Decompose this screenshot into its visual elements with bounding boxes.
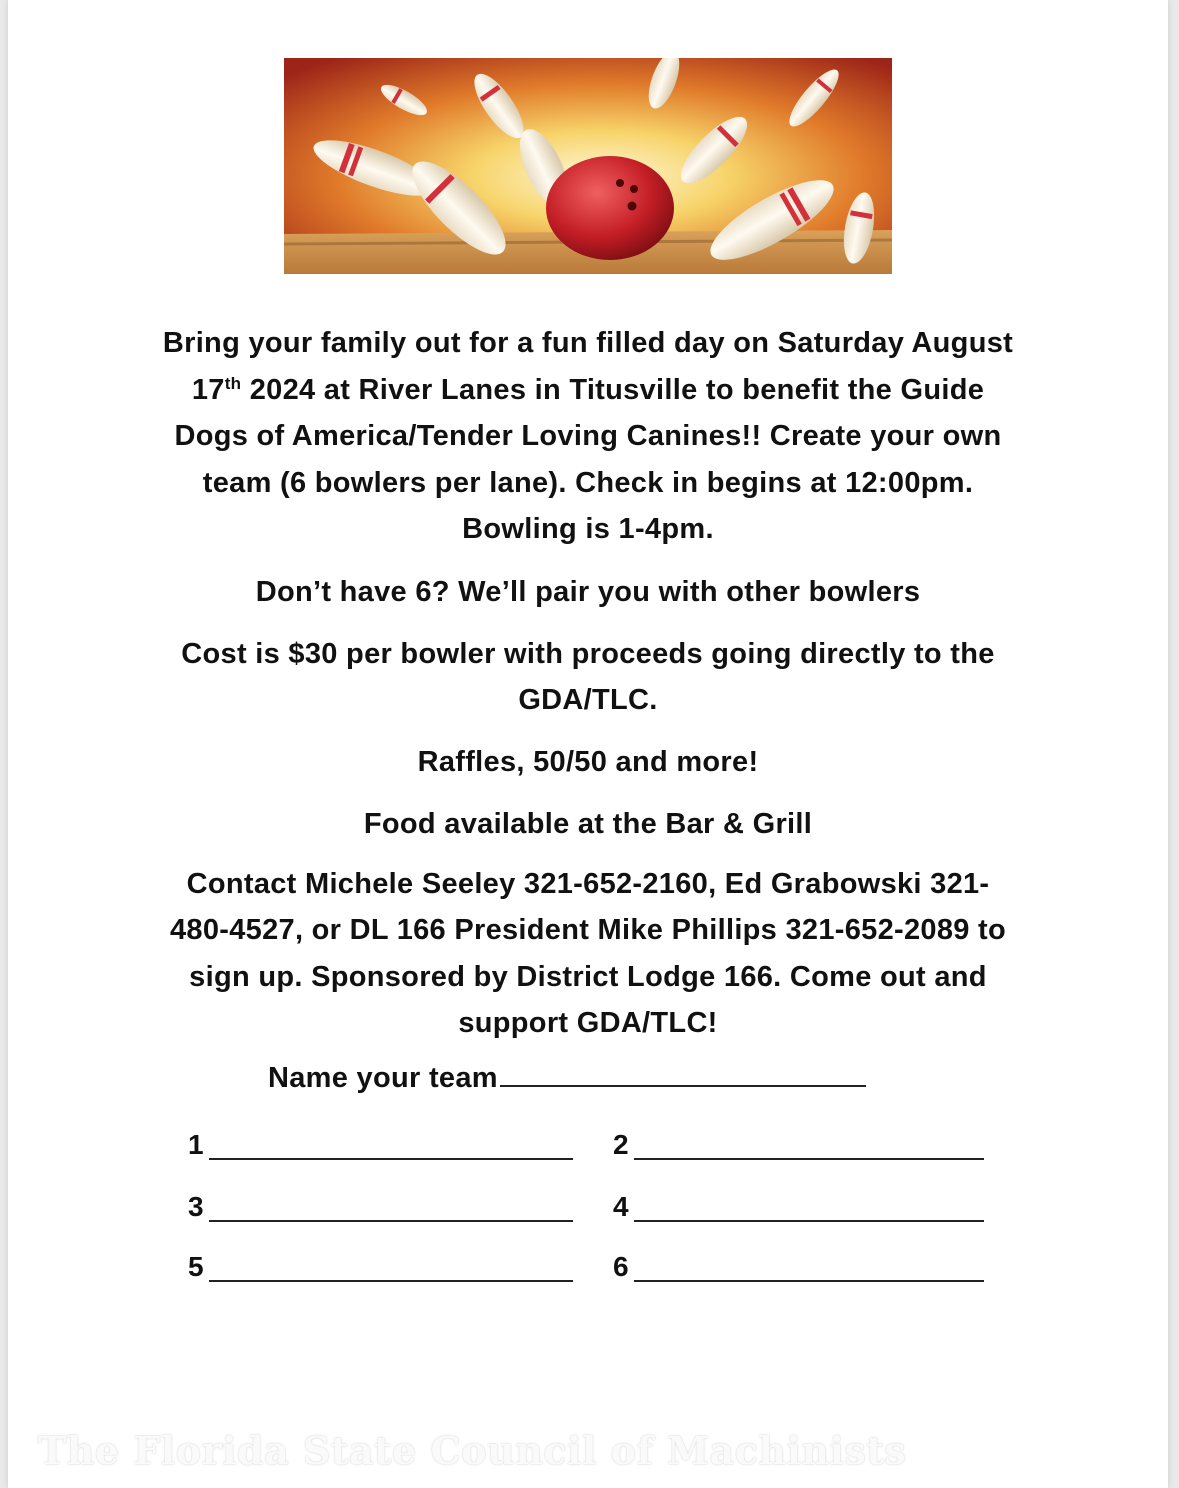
contact-line-1: Contact Michele Seeley 321-652-2160, Ed Grabowski 321- (186, 867, 990, 900)
bowler-blank[interactable] (209, 1158, 573, 1160)
bowling-banner-image (284, 58, 892, 274)
bowler-field-3[interactable] (188, 1190, 210, 1224)
bowler-field-4[interactable] (613, 1190, 635, 1224)
bowling-ball-icon (546, 156, 674, 260)
team-name-field[interactable] (268, 1062, 866, 1095)
intro-day-suffix: th (224, 373, 242, 393)
bowler-number: 2 (613, 1129, 629, 1160)
cost-line-1: Cost is $30 per bowler with proceeds going directly to the (181, 637, 995, 670)
intro-line-1: Bring your family out for a fun filled day on Saturday August (162, 327, 1014, 359)
cost-paragraph (70, 631, 1106, 723)
flyer-body (70, 320, 1106, 1047)
bowler-blank[interactable] (209, 1220, 573, 1222)
flyer-page (8, 0, 1168, 1488)
bowler-field-5[interactable] (188, 1250, 210, 1284)
intro-line-4: team (6 bowlers per lane). Check in begins at 12:00pm. (202, 466, 974, 499)
bowler-number: 3 (188, 1191, 204, 1222)
bowler-blank[interactable] (209, 1280, 573, 1282)
bowler-number: 4 (613, 1191, 629, 1222)
intro-line-5: Bowling is 1-4pm. (462, 513, 714, 545)
bowler-field-1[interactable] (188, 1128, 210, 1162)
food-line: Food available at the Bar & Grill (363, 807, 813, 840)
contact-line-3: sign up. Sponsored by District Lodge 166. Come out and (189, 960, 987, 993)
team-name-label: Name your team (268, 1062, 498, 1094)
watermark-text: The Florida State Council of Machinists (38, 1428, 907, 1473)
contact-line-4: support GDA/TLC! (458, 1007, 718, 1039)
bowler-field-2[interactable] (613, 1128, 635, 1162)
cost-line-2: GDA/TLC. (518, 683, 658, 716)
bowler-field-6[interactable] (613, 1250, 635, 1284)
contact-paragraph (70, 861, 1106, 1047)
bowler-blank[interactable] (634, 1280, 984, 1282)
bowler-blank[interactable] (634, 1220, 984, 1222)
team-name-blank[interactable] (500, 1085, 866, 1087)
intro-line-3: Dogs of America/Tender Loving Canines!! Create your own (174, 420, 1002, 452)
pairing-note: Don’t have 6? We’ll pair you with other bowlers (255, 575, 921, 608)
raffles-line: Raffles, 50/50 and more! (417, 745, 759, 778)
bowler-blank[interactable] (634, 1158, 984, 1160)
contact-line-2: 480-4527, or DL 166 President Mike Phillips 321-652-2089 to (169, 914, 1006, 946)
intro-day: 17 (191, 373, 225, 406)
bowler-number: 6 (613, 1251, 629, 1282)
intro-line-2: 2024 at River Lanes in Titusville to benefit the Guide (241, 373, 985, 406)
bowler-number: 5 (188, 1251, 204, 1282)
intro-paragraph (70, 320, 1106, 553)
bowler-number: 1 (188, 1129, 204, 1160)
